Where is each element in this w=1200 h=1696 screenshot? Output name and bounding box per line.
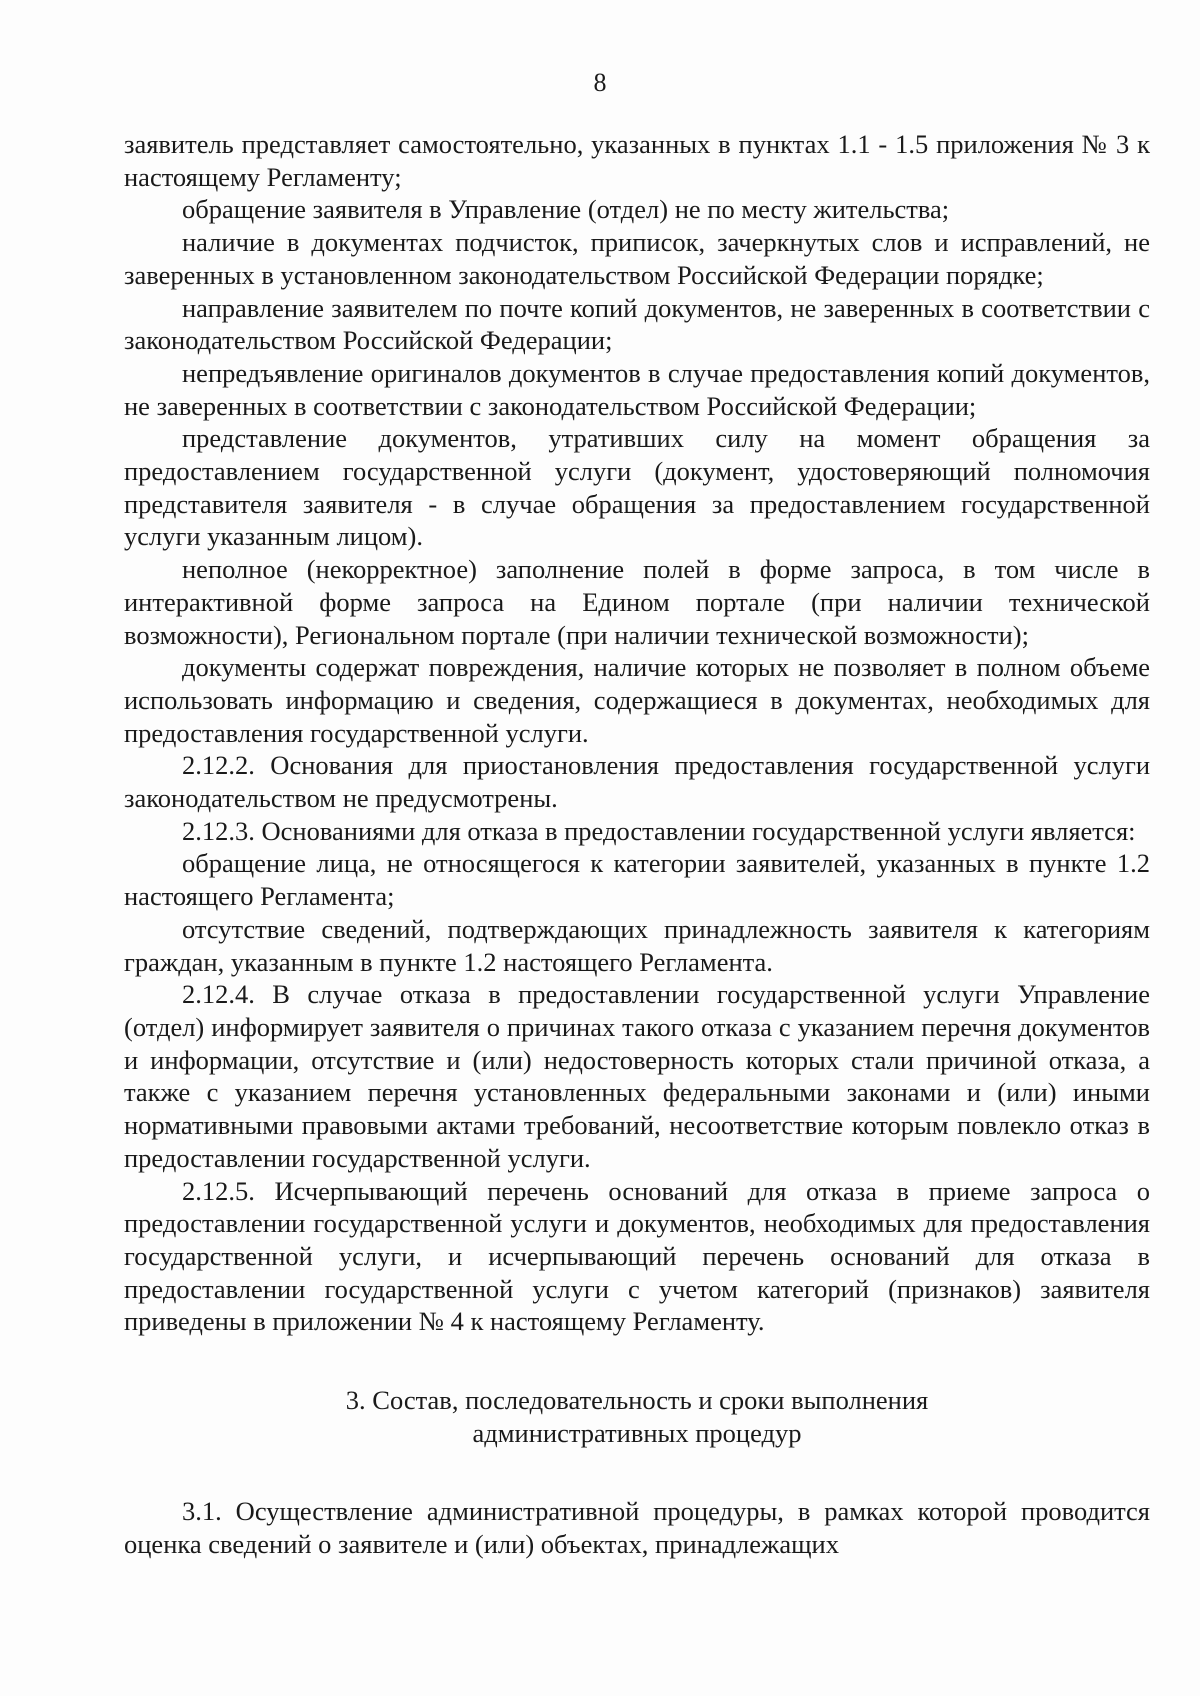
paragraph: непредъявление оригиналов документов в случае предоставления копий документов, не заверенных в соответствии с законодательством Российской Федерации; xyxy=(124,357,1150,421)
paragraph: заявитель представляет самостоятельно, указанных в пунктах 1.1 - 1.5 приложения № 3 к настоящему Регламенту; xyxy=(124,129,1150,192)
section-heading-line: административных процедур xyxy=(472,1417,802,1448)
section-heading xyxy=(124,1384,1150,1449)
paragraph-2-12-3: 2.12.3. Основаниями для отказа в предоставлении государственной услуги является: xyxy=(182,815,1136,846)
paragraph-3-1: 3.1. Осуществление административной процедуры, в рамках которой проводится оценка сведений о заявителе и (или) объектах, принадлежащих xyxy=(124,1496,1150,1560)
paragraph: неполное (некорректное) заполнение полей в форме запроса, в том числе в интерактивной форме запроса на Едином портале (при наличии технической возможности), Региональном портале (при наличии технической возможности); xyxy=(124,554,1150,650)
document-body xyxy=(124,128,1150,1561)
page-number: 8 xyxy=(593,68,607,97)
paragraph: документы содержат повреждения, наличие которых не позволяет в полном объеме использовать информацию и сведения, содержащиеся в документах, необходимых для предоставления государственной услуги. xyxy=(124,652,1150,748)
paragraph-2-12-4: 2.12.4. В случае отказа в предоставлении государственной услуги Управление (отдел) информирует заявителя о причинах такого отказа с указанием перечня документов и информации, отсутствие и (или) недостоверность которых стали причиной отказа, а также с указанием перечня установленных федеральными законами и (или) иными нормативными правовыми актами требований, несоответствие которым повлекло отказ в предоставлении государственной услуги. xyxy=(124,979,1150,1173)
paragraph: направление заявителем по почте копий документов, не заверенных в соответствии с законодательством Российской Федерации; xyxy=(124,292,1150,356)
section-heading-line: 3. Состав, последовательность и сроки выполнения xyxy=(345,1385,929,1416)
paragraph: представление документов, утративших силу на момент обращения за предоставлением государственной услуги (документ, удостоверяющий полномочия представителя заявителя - в случае обращения за предоставлением государственной услуги указанным лицом). xyxy=(124,423,1150,552)
paragraph: отсутствие сведений, подтверждающих принадлежность заявителя к категориям граждан, указанным в пункте 1.2 настоящего Регламента. xyxy=(124,913,1150,977)
paragraph: обращение заявителя в Управление (отдел) не по месту жительства; xyxy=(182,194,950,225)
paragraph: наличие в документах подчисток, приписок, зачеркнутых слов и исправлений, не заверенных в установленном законодательством Российской Федерации порядке; xyxy=(124,227,1150,290)
paragraph: обращение лица, не относящегося к категории заявителей, указанных в пункте 1.2 настоящего Регламента; xyxy=(124,848,1150,912)
paragraph-2-12-5: 2.12.5. Исчерпывающий перечень оснований для отказа в приеме запроса о предоставлении государственной услуги и документов, необходимых для предоставления государственной услуги, и исчерпывающий перечень оснований для отказа в предоставлении государственной услуги с учетом категорий (признаков) заявителя приведены в приложении № 4 к настоящему Регламенту. xyxy=(124,1175,1150,1337)
paragraph-2-12-2: 2.12.2. Основания для приостановления предоставления государственной услуги законодательством не предусмотрены. xyxy=(124,750,1150,814)
